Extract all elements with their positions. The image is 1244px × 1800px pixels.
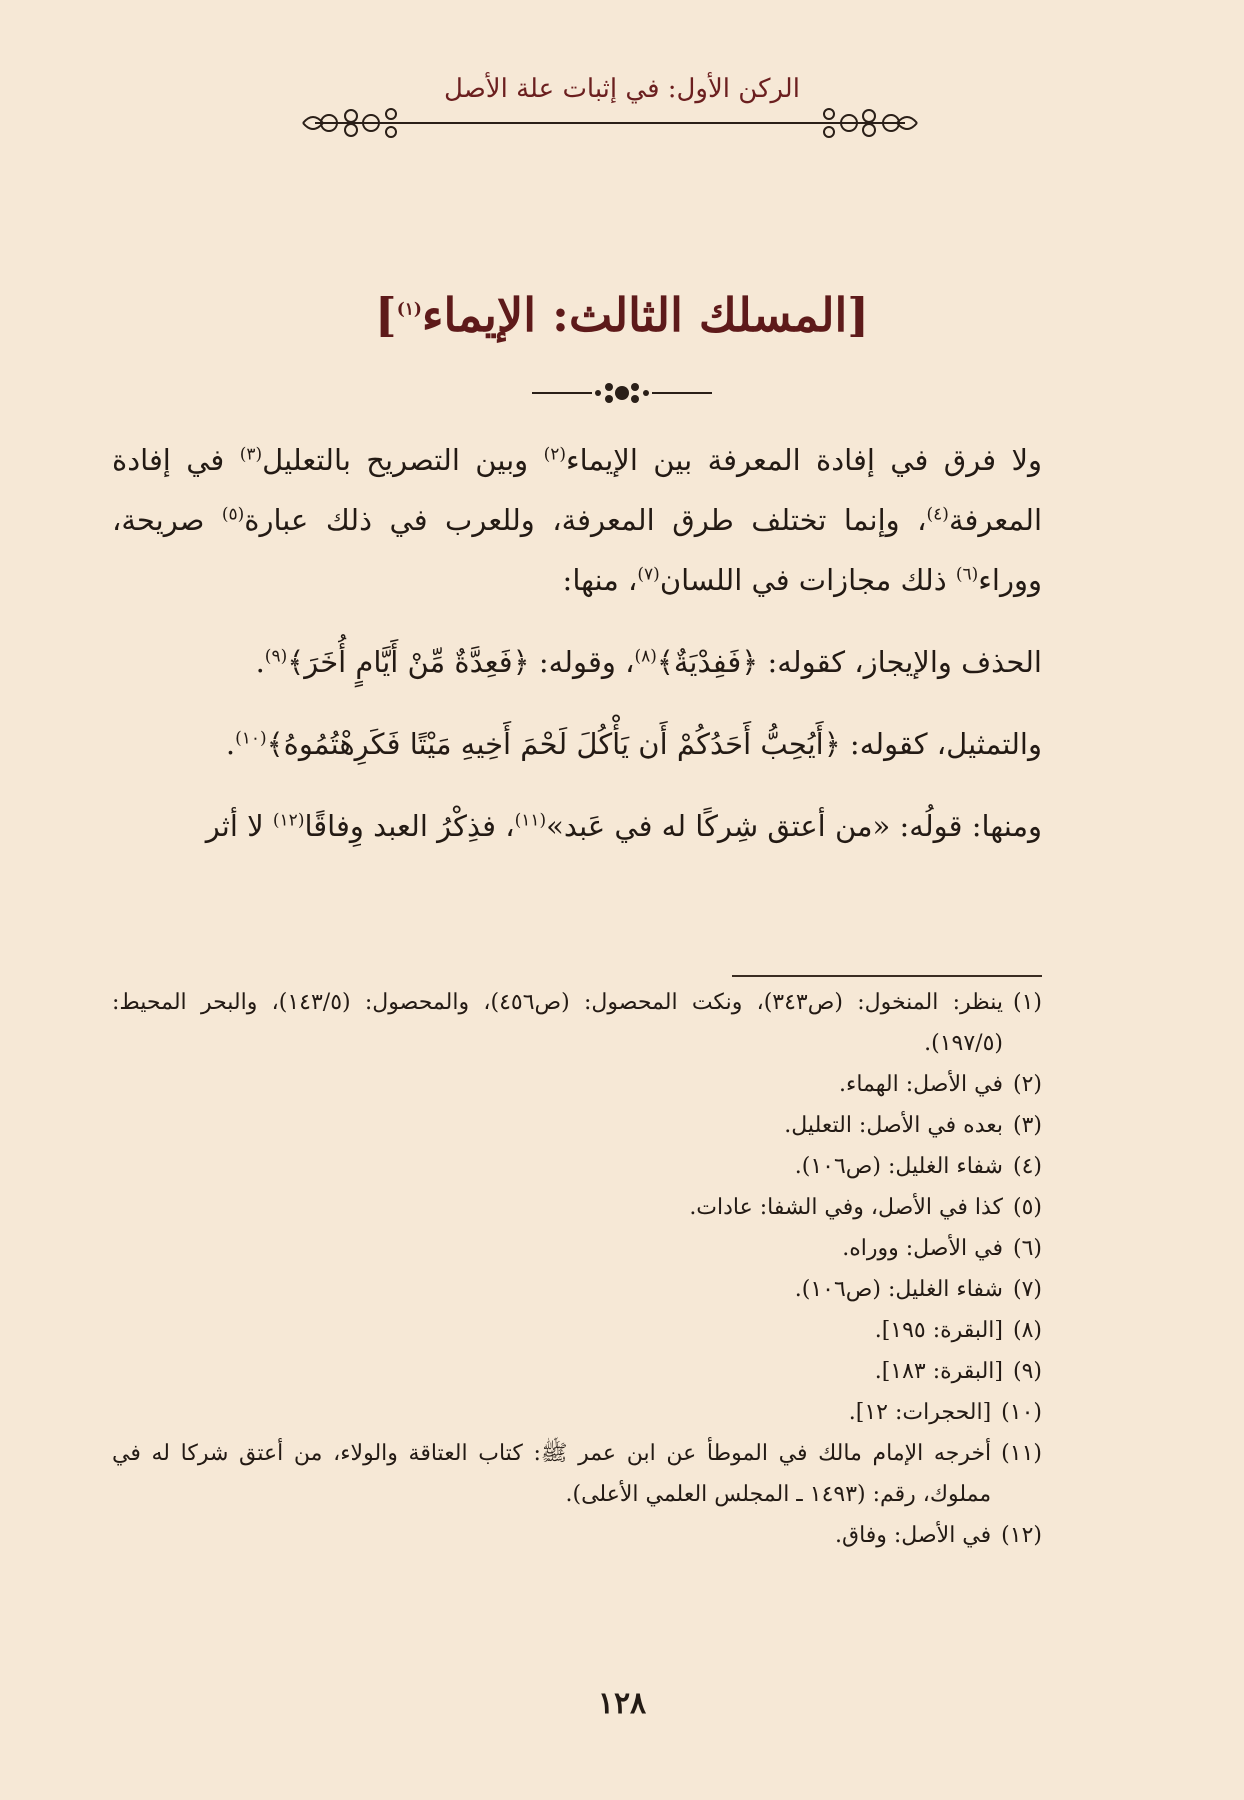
footnote-text: شفاء الغليل: (ص١٠٦). <box>794 1277 1003 1302</box>
quran-quote: ﴿أَيُحِبُّ أَحَدُكُمْ أَن يَأْكُلَ لَحْمَ أَخِيهِ مَيْتًا فَكَرِهْتُمُوهُ﴾ <box>266 727 841 761</box>
main-text <box>112 430 1042 878</box>
text-run: ذلك مجازات في اللسان <box>659 563 956 597</box>
footnote-number: (٣) <box>1012 1113 1042 1138</box>
title-open-bracket: [ <box>847 288 870 342</box>
footnote-number: (٧) <box>1012 1277 1042 1302</box>
footnote-text: [البقرة: ١٨٣]. <box>874 1359 1003 1384</box>
footnote-item <box>112 1351 1042 1392</box>
running-header: الركن الأول: في إثبات علة الأصل <box>444 74 800 104</box>
footnote-ref-9: (٩) <box>264 646 288 667</box>
footnote-text: في الأصل: وفاق. <box>835 1523 992 1548</box>
footnote-text: [الحجرات: ١٢]. <box>848 1400 992 1425</box>
paragraph-2 <box>112 632 1042 692</box>
title-text: المسلك الثالث: الإيماء <box>421 288 848 342</box>
footnote-ref-4: (٤) <box>926 504 949 525</box>
title-ornament-divider <box>532 378 712 408</box>
text-run: ولا فرق في إفادة المعرفة بين الإيماء <box>565 443 1042 477</box>
text-run: صريحة، ووراء <box>112 503 1042 597</box>
footnote-number: (٨) <box>1012 1318 1042 1343</box>
footnote-item <box>112 982 1042 1064</box>
header-ornament-divider <box>295 100 925 146</box>
page-number: ١٢٨ <box>597 1686 647 1721</box>
footnote-text: كذا في الأصل، وفي الشفا: عادات. <box>689 1195 1003 1220</box>
footnote-item <box>112 1105 1042 1146</box>
title-close-bracket: ] <box>374 288 397 342</box>
footnote-ref-3: (٣) <box>239 444 263 465</box>
footnote-ref-12: (١٢) <box>272 810 305 831</box>
footnote-text: في الأصل: ووراه. <box>842 1236 1003 1261</box>
footnote-ref-2: (٢) <box>543 444 566 465</box>
footnote-item <box>112 1310 1042 1351</box>
footnote-text: ينظر: المنخول: (ص٣٤٣)، ونكت المحصول: (ص٤٥٦)، والمحصول: (١٤٣/٥)، والبحر المحيط: (١٩٧/٥). <box>112 990 1003 1056</box>
footnote-text: [البقرة: ١٩٥]. <box>874 1318 1003 1343</box>
footnote-text: أخرجه الإمام مالك في الموطأ عن ابن عمر ﷺ: كتاب العتاقة والولاء، من أعتق شركا له في مملوك، رقم: (١٤٩٣ ـ المجلس العلمي الأعلى). <box>112 1441 992 1507</box>
footnote-item <box>112 1515 1042 1556</box>
text-run: ، وقوله: <box>529 645 635 679</box>
title-footnote-ref: (١) <box>396 299 422 320</box>
footnote-number: (١٠) <box>1001 1400 1042 1425</box>
footnote-ref-8: (٨) <box>634 646 657 667</box>
footnote-item <box>112 1187 1042 1228</box>
footnote-ref-7: (٧) <box>637 564 660 585</box>
footnote-item <box>112 1433 1042 1515</box>
footnote-separator <box>732 975 1042 977</box>
footnote-number: (٦) <box>1012 1236 1042 1261</box>
text-run: ، فذِكْرُ العبد وِفاقًا <box>304 809 515 843</box>
text-run: ومنها: قولُه: «من أعتق شِركًا له في عَبد» <box>546 809 1042 843</box>
footnote-number: (١) <box>1012 990 1042 1015</box>
text-run: الحذف والإيجاز، كقوله: <box>758 645 1042 679</box>
footnote-item <box>112 1269 1042 1310</box>
text-run: لا أثر <box>205 809 273 843</box>
footnote-number: (٥) <box>1012 1195 1042 1220</box>
text-run: في إفادة المعرفة <box>112 443 1042 537</box>
text-run: ، منها: <box>562 563 638 597</box>
footnote-number: (٢) <box>1012 1072 1042 1097</box>
footnote-number: (١١) <box>1001 1441 1042 1466</box>
footnote-text: بعده في الأصل: التعليل. <box>784 1113 1003 1138</box>
paragraph-1 <box>112 430 1042 610</box>
footnote-number: (٤) <box>1012 1154 1042 1179</box>
text-run: والتمثيل، كقوله: <box>840 727 1042 761</box>
footnotes <box>112 982 1042 1556</box>
text-run: ، وإنما تختلف طرق المعرفة، وللعرب في ذلك عبارة <box>244 503 927 537</box>
text-run: . <box>225 727 236 761</box>
footnote-ref-5: (٥) <box>221 504 245 525</box>
paragraph-4 <box>112 796 1042 856</box>
footnote-number: (١٢) <box>1001 1523 1042 1548</box>
footnote-item <box>112 1228 1042 1269</box>
footnote-ref-10: (١٠) <box>235 728 267 749</box>
footnote-item <box>112 1392 1042 1433</box>
quran-quote: ﴿فَعِدَّةٌ مِّنْ أَيَّامٍ أُخَرَ﴾ <box>287 645 530 679</box>
text-run: . <box>255 645 265 679</box>
paragraph-3 <box>112 714 1042 774</box>
footnote-number: (٩) <box>1012 1359 1042 1384</box>
footnote-ref-11: (١١) <box>514 810 547 831</box>
chapter-title <box>0 288 1244 342</box>
text-run: وبين التصريح بالتعليل <box>262 443 544 477</box>
footnote-text: في الأصل: الهماء. <box>839 1072 1003 1097</box>
footnote-item <box>112 1064 1042 1105</box>
footnote-text: شفاء الغليل: (ص١٠٦). <box>794 1154 1003 1179</box>
quran-quote: ﴿فَفِدْيَةٌ﴾ <box>656 645 759 679</box>
footnote-item <box>112 1146 1042 1187</box>
footnote-ref-6: (٦) <box>955 564 979 585</box>
